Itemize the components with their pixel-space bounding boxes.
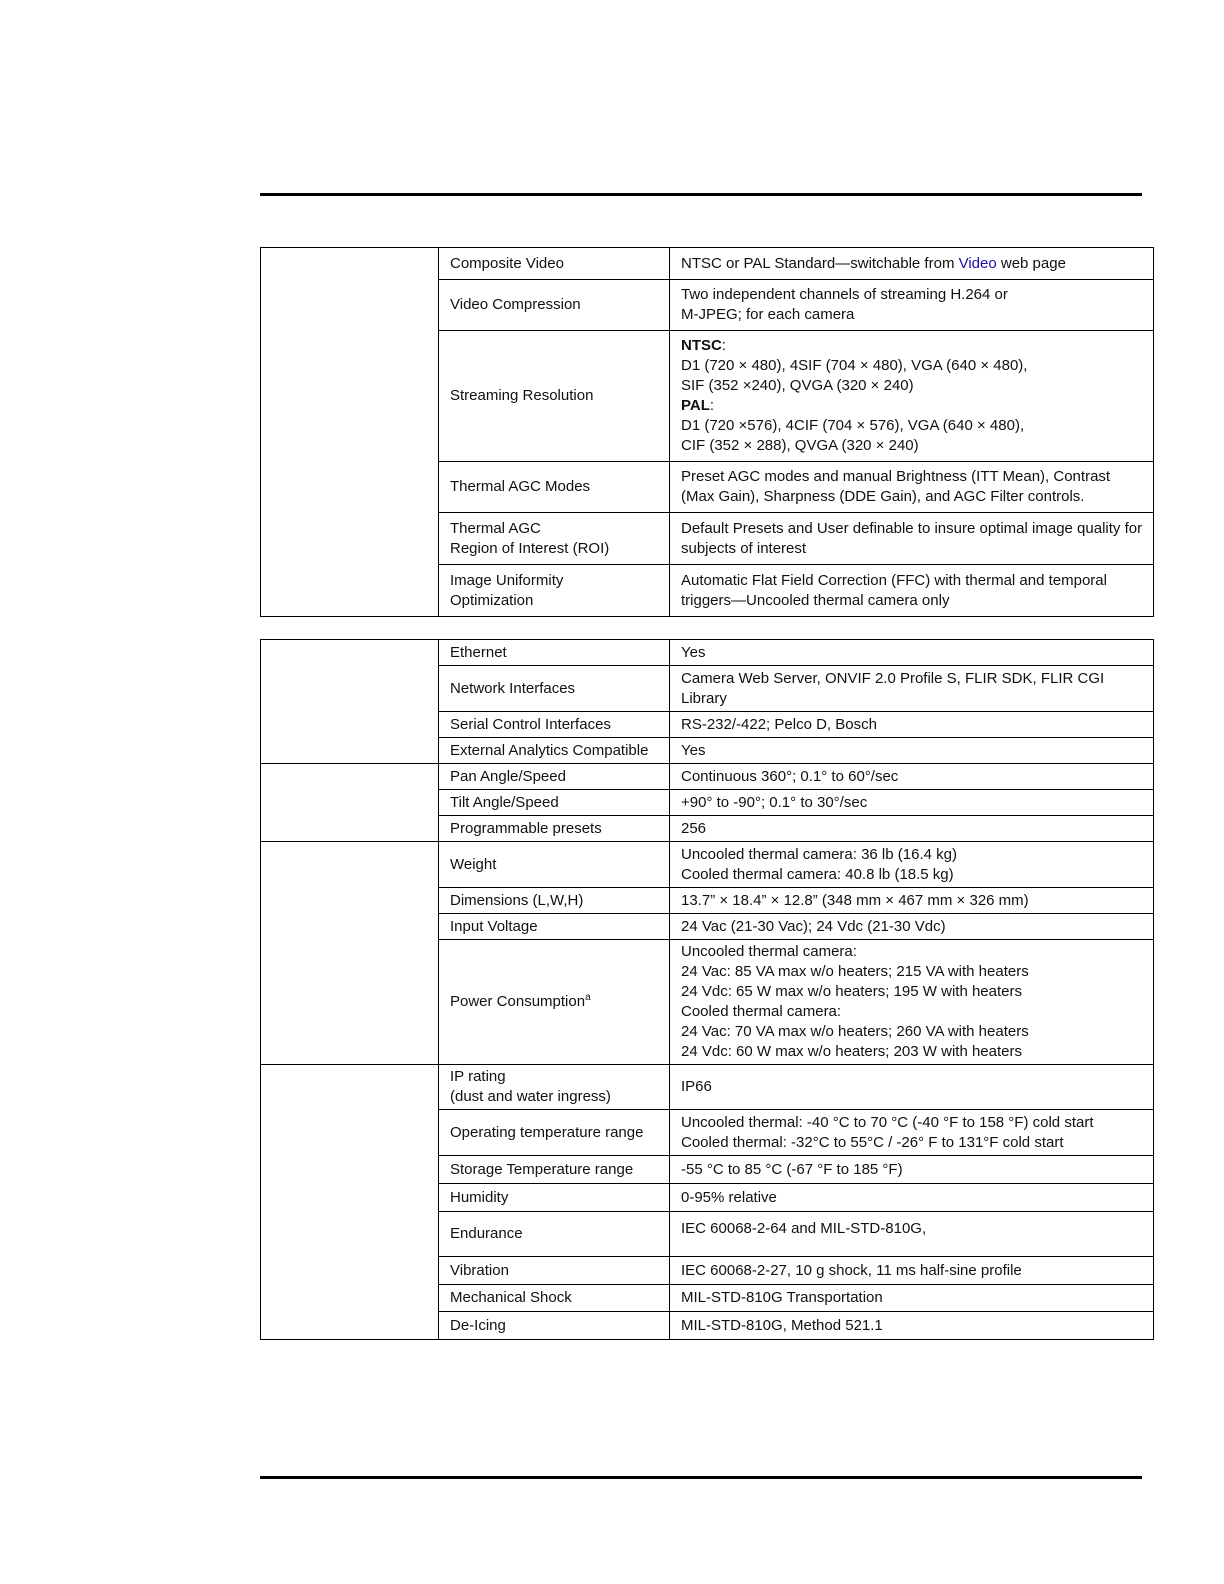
table-row [261,764,1154,790]
spec-label: Image Uniformity Optimization [439,565,670,617]
spec-value: Automatic Flat Field Correction (FFC) with thermal and temporal triggers—Uncooled thermal camera only [670,565,1154,617]
spec-label: Pan Angle/Speed [439,764,670,790]
spec-label: Humidity [439,1184,670,1212]
spec-label: Endurance [439,1212,670,1257]
spec-value: 24 Vac (21-30 Vac); 24 Vdc (21-30 Vdc) [670,914,1154,940]
spec-value: Camera Web Server, ONVIF 2.0 Profile S, FLIR SDK, FLIR CGI Library [670,666,1154,712]
footnote-marker: a [585,992,591,1003]
spec-value: NTSC or PAL Standard—switchable from Video web page [670,248,1154,280]
spec-value: NTSC: D1 (720 × 480), 4SIF (704 × 480), VGA (640 × 480), SIF (352 ×240), QVGA (320 × 240) PAL: D1 (720 ×576), 4CIF (704 × 576), VGA (640 × 480), CIF (352 × 288), QVGA (320 × 240) [670,331,1154,462]
category-cell [261,1065,439,1340]
table-row [261,1065,1154,1110]
spec-value: MIL-STD-810G Transportation [670,1285,1154,1312]
video-page-link[interactable]: Video [958,254,997,272]
spec-value: Two independent channels of streaming H.264 or M-JPEG; for each camera [670,280,1154,331]
category-cell [261,842,439,1065]
spec-value: Preset AGC modes and manual Brightness (ITT Mean), Contrast (Max Gain), Sharpness (DDE Gain), and AGC Filter controls. [670,462,1154,513]
spec-label: Video Compression [439,280,670,331]
spec-label: External Analytics Compatible [439,738,670,764]
spec-label: Power Consumption$^a$ [439,940,670,1065]
spec-label: Tilt Angle/Speed [439,790,670,816]
spec-value: Yes [670,640,1154,666]
spec-value: IP66 [670,1065,1154,1110]
spec-label: Thermal AGC Modes [439,462,670,513]
table-row [261,640,1154,666]
spec-label: Serial Control Interfaces [439,712,670,738]
spec-label: Input Voltage [439,914,670,940]
spec-value: RS-232/-422; Pelco D, Bosch [670,712,1154,738]
spec-label: Streaming Resolution [439,331,670,462]
spec-label: Operating temperature range [439,1110,670,1156]
category-cell [261,248,439,617]
spec-label: Ethernet [439,640,670,666]
spec-label: De-Icing [439,1312,670,1340]
footer-rule [260,1476,1142,1479]
spec-label: Weight [439,842,670,888]
video-spec-table [260,247,1154,617]
category-cell [261,764,439,842]
spec-value: IEC 60068-2-27, 10 g shock, 11 ms half-sine profile [670,1257,1154,1285]
spec-value: Uncooled thermal: -40 °C to 70 °C (-40 °F to 158 °F) cold start Cooled thermal: -32°C to 55°C / -26° F to 131°F cold start [670,1110,1154,1156]
spec-value: IEC 60068-2-64 and MIL-STD-810G, [670,1212,1154,1257]
spec-label: Vibration [439,1257,670,1285]
spec-value: 0-95% relative [670,1184,1154,1212]
spec-value: Uncooled thermal camera: 36 lb (16.4 kg) Cooled thermal camera: 40.8 lb (18.5 kg) [670,842,1154,888]
spec-value: 256 [670,816,1154,842]
spec-value: -55 °C to 85 °C (-67 °F to 185 °F) [670,1156,1154,1184]
spec-label: Thermal AGC Region of Interest (ROI) [439,513,670,565]
table-row [261,842,1154,888]
spec-value: +90° to -90°; 0.1° to 30°/sec [670,790,1154,816]
spec-value: Yes [670,738,1154,764]
spec-label: Programmable presets [439,816,670,842]
spec-label: Composite Video [439,248,670,280]
spec-value: Continuous 360°; 0.1° to 60°/sec [670,764,1154,790]
general-spec-table [260,639,1154,1340]
spec-label: Storage Temperature range [439,1156,670,1184]
spec-value: Default Presets and User definable to insure optimal image quality for subjects of interest [670,513,1154,565]
spec-value: MIL-STD-810G, Method 521.1 [670,1312,1154,1340]
spec-label: Network Interfaces [439,666,670,712]
spec-label: Dimensions (L,W,H) [439,888,670,914]
spec-value: Uncooled thermal camera: 24 Vac: 85 VA max w/o heaters; 215 VA with heaters 24 Vdc: 65 W max w/o heaters; 195 W with heaters Cooled thermal camera: 24 Vac: 70 VA max w/o heaters; 260 VA with heaters 24 Vdc: 60 W max w/o heaters; 203 W with heaters [670,940,1154,1065]
spec-label: IP rating (dust and water ingress) [439,1065,670,1110]
table-row [261,248,1154,280]
category-cell [261,640,439,764]
header-rule [260,193,1142,196]
spec-label: Mechanical Shock [439,1285,670,1312]
spec-value: 13.7” × 18.4” × 12.8” (348 mm × 467 mm × 326 mm) [670,888,1154,914]
